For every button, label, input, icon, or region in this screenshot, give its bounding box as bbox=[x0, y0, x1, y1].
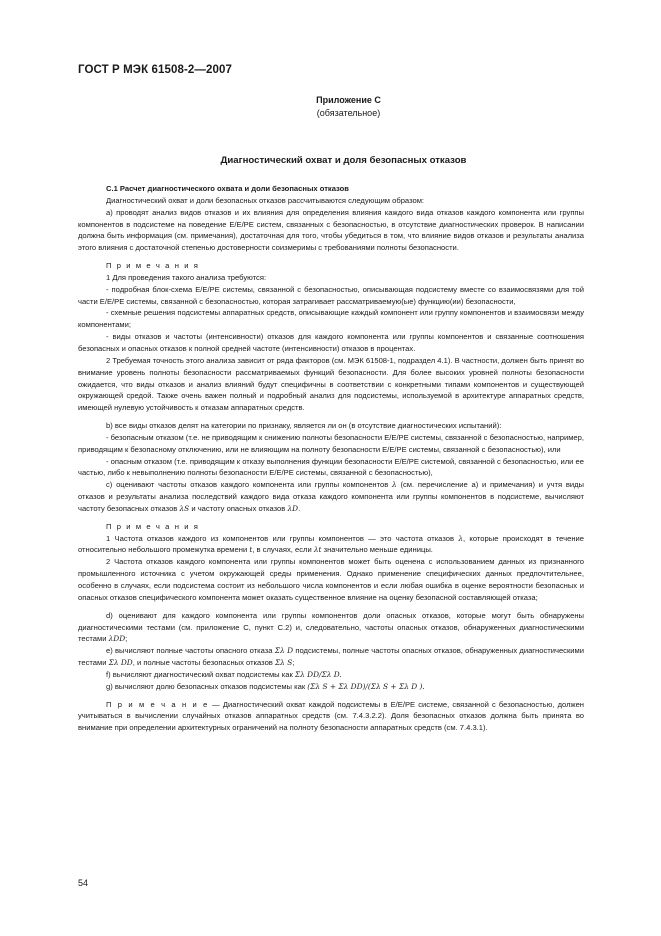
note-1-item-a: - подробная блок-схема Е/Е/РЕ системы, связанной с безопасностью, описывающая подсистему вместе со взаимосвязями для той части Е/Е/РЕ системы, связанной с безопасностью, которая затрагивает рассматриваемую(ые) функцию(ии) безопасности, bbox=[78, 284, 584, 306]
note-2: 2 Требуемая точность этого анализа зависит от ряда факторов (см. МЭК 61508-1, подраздел 4.1). В частности, должен быть принят во внимание уровень полноты безопасности рассматриваемых функций безопасности. Для более высоких уровней полноты безопасности ожидается, что виды отказов и анализ влияний будут специфичны в соответствии с конкретными типами компонентов и существующей окружающей средой. Также очень важен полный и подробный анализ для подсистемы, используемой в архитектуре аппаратных средств, имеющей нулевую устойчивость к отказам аппаратных средств. bbox=[78, 355, 584, 413]
notes-heading-2: П р и м е ч а н и я bbox=[106, 521, 200, 531]
final-note: П р и м е ч а н и е — Диагностический охват каждой подсистемы в Е/Е/РЕ системе, связанной с безопасностью, должен учитываться в вычислении случайных отказов аппаратных средств (см. 7.4.3.2.2). Доля безопасных отказов должна быть принята во внимание при определении архитектурных ограничений на полноту безопасности аппаратных средств (см. 7.4.3.1). bbox=[78, 699, 585, 733]
page-number: 54 bbox=[78, 878, 89, 888]
paragraph-c-text-2: (см. перечисление а) и примечания) и учтя виды отказов и результаты анализа последствий каждого вида отказа каждого компонента или группы компонентов в подсистеме, вычисляют частоту безопасных отказов bbox=[78, 480, 584, 513]
paragraph-intro: Диагностический охват и доли безопасных отказов рассчитываются следующим образом: bbox=[106, 195, 425, 205]
paragraph-c-text-3: и частоту опасных отказов bbox=[191, 503, 286, 513]
dc-formula: Σλ DD/Σλ D. bbox=[294, 669, 342, 679]
note-m1: 1 Частота отказов каждого из компонентов или группы компонентов — это частота отказов λ, которые происходят в течение относительно небольшого промежутка времени t, в случаях, если λt значительно меньше единицы. bbox=[78, 533, 584, 555]
sff-formula: (Σλ S + Σλ DD)/(Σλ S + Σλ D ). bbox=[307, 681, 425, 691]
paragraph-b: b) все виды отказов делят на категории по признаку, является ли он (в отсутствие диагностических испытаний): bbox=[106, 421, 502, 431]
lambda-symbol: λ bbox=[392, 480, 397, 490]
note-1-item-b: - схемные решения подсистемы аппаратных средств, описывающие каждый компонент или группу компонентов и взаимосвязи между компонентами; bbox=[78, 308, 584, 330]
lambda-d-symbol: λD bbox=[287, 503, 299, 513]
annex-status: (обязательное) bbox=[316, 108, 381, 118]
paragraph-e: е) вычисляют полные частоты опасного отказа Σλ D подсистемы, полные частоты опасных отказов, обнаруженных диагностическими тестами Σλ DD, и полные частоты безопасных отказов Σλ S; bbox=[78, 646, 584, 668]
notes-heading: П р и м е ч а н и я bbox=[106, 261, 200, 271]
lambda-s-symbol: λS bbox=[179, 503, 190, 513]
paragraph-b-dangerous: - опасным отказом (т.е. приводящим к отказу выполнения функции безопасности Е/Е/РЕ системой, связанной с безопасностью, или ее частью, либо к невыполнению полноты безопасности Е/Е/РЕ системы, связанной с безопасностью), bbox=[78, 456, 584, 478]
note-1: 1 Для проведения такого анализа требуются: bbox=[106, 272, 267, 282]
paragraph-a: а) проводят анализ видов отказов и их влияния для определения влияния каждого вида отказов каждого компонента или группы компонентов в подсистеме на поведение Е/Е/РЕ систем, связанных с безопасностью, в отсутствие диагностических проверок. В напиcании должна быть информация (см. примечания), достаточная для того, чтобы убедиться в том, что влияние видов отказов и результаты анализа этого влияния с достаточной степенью достоверности соизмеримы с требованиями полноты безопасности. bbox=[78, 207, 584, 253]
note-m2: 2 Частота отказов каждого компонента или группы компонентов может быть оценена с использованием данных из признанного промышленного источника с учетом окружающей среды применения. Однако применение специфических данных предпочтительнее, особенно в случаях, если подсистема состоит из небольшого числа компонентов и если любая ошибка в оценке вероятности безопасных и опасных отказов специфического компонента может оказать существенное влияние на оценку безопасной составляющей отказа; bbox=[78, 557, 584, 602]
paragraph-f: f) вычисляют диагностический охват подсистемы как Σλ DD/Σλ D. bbox=[106, 669, 342, 679]
paragraph-c: с) оценивают частоты отказов каждого компонента или группы компонентов λ (см. перечисление а) и примечания) и учтя виды отказов и результаты анализа последствий каждого вида отказа каждого компонента или группы компонентов в подсистеме, вычисляют частоту безопасных отказов λS и частоту опасных отказов λD. bbox=[78, 480, 584, 513]
section-heading: С.1 Расчет диагностического охвата и доли безопасных отказов bbox=[106, 184, 349, 193]
paragraph-d: d) оценивают для каждого компонента или группы компонентов доли опасных отказов, которые могут быть обнаружены диагностическими тестами (см. приложение С, пункт С.2) и, следовательно, частоты опасных отказов, обнаруженных диагностическими тестами λDD; bbox=[78, 610, 584, 644]
paragraph-g: g) вычисляют долю безопасных отказов подсистемы как (Σλ S + Σλ DD)/(Σλ S + Σλ D ). bbox=[106, 681, 425, 691]
note-1-item-c: - виды отказов и частоты (интенсивности) отказов для каждого компонента или группы компонентов и связанные соотношения безопасных и опасных отказов к полной средней частоте (интенсивности) отказов в процентах. bbox=[78, 332, 584, 353]
paragraph-b-safe: - безопасным отказом (т.е. не приводящим к снижению полноты безопасности Е/Е/РЕ системы, связанной с безопасностью, например, приводящим к безопасному отключению, или не влияющим на полноту безопасности Е/Е/РЕ системы, связанной с безопасностью), или bbox=[78, 432, 584, 454]
annex-label: Приложение С bbox=[316, 95, 381, 105]
page-title: Диагностический охват и доля безопасных отказов bbox=[220, 155, 467, 166]
paragraph-c-text-1: с) оценивают частоты отказов каждого компонента или группы компонентов bbox=[106, 480, 389, 490]
standard-header: ГОСТ Р МЭК 61508-2—2007 bbox=[78, 64, 232, 76]
document-body bbox=[78, 183, 584, 734]
